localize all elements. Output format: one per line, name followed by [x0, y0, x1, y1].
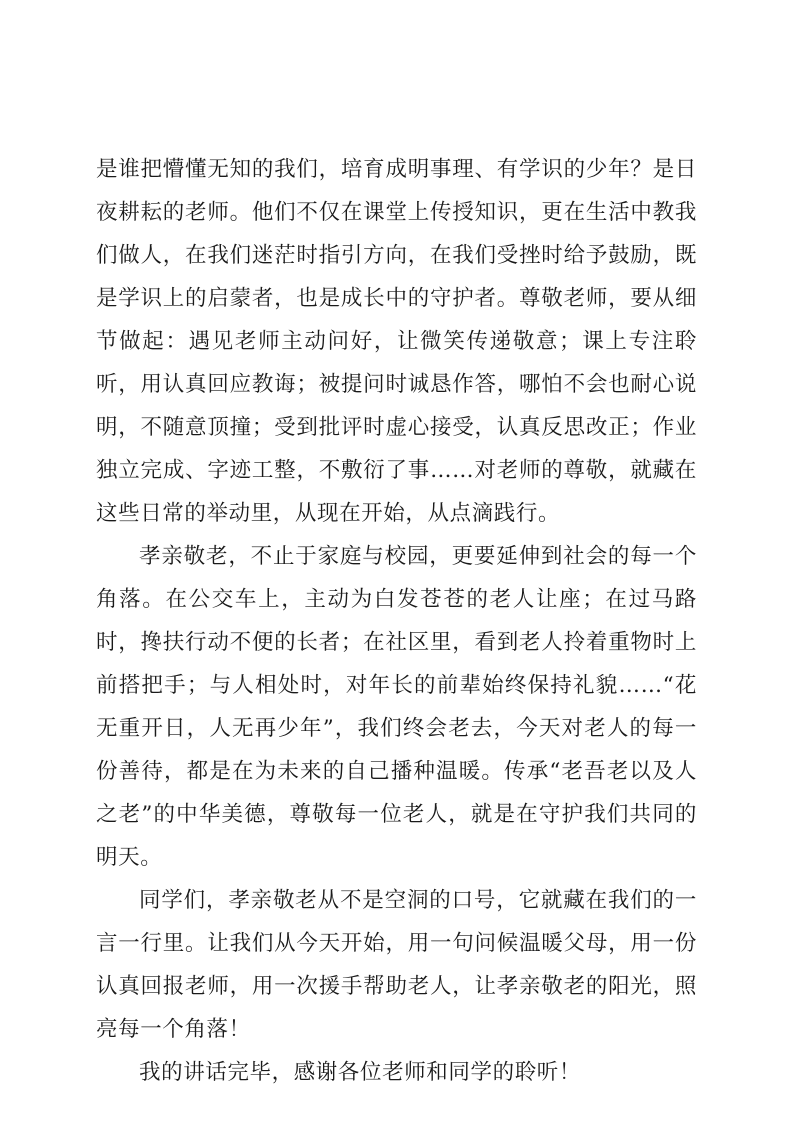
paragraph-3: 同学们，孝亲敬老从不是空洞的口号，它就藏在我们的一言一行里。让我们从今天开始，用一句问候温暖父母，用一份认真回报老师，用一次援手帮助老人，让孝亲敬老的阳光，照亮每一个角落！	[96, 888, 697, 1042]
paragraph-2: 孝亲敬老，不止于家庭与校园，更要延伸到社会的每一个角落。在公交车上，主动为白发苍苍的老人让座；在过马路时，搀扶行动不便的长者；在社区里，看到老人拎着重物时上前搭把手；与人相处时，对年长的前辈始终保持礼貌……“花无重开日，人无再少年”，我们终会老去，今天对老人的每一份善待，都是在为未来的自己播种温暖。传承“老吾老以及人之老”的中华美德，尊敬每一位老人，就是在守护我们共同的明天。	[96, 544, 697, 870]
document-body	[96, 148, 697, 1094]
paragraph-1: 是谁把懵懂无知的我们，培育成明事理、有学识的少年？是日夜耕耘的老师。他们不仅在课堂上传授知识，更在生活中教我们做人，在我们迷茫时指引方向，在我们受挫时给予鼓励，既是学识上的启蒙者，也是成长中的守护者。尊敬老师，要从细节做起：遇见老师主动问好，让微笑传递敬意；课上专注聆听，用认真回应教诲；被提问时诚恳作答，哪怕不会也耐心说明，不随意顶撞；受到批评时虚心接受，认真反思改正；作业独立完成、字迹工整，不敷衍了事……对老师的尊敬，就藏在这些日常的举动里，从现在开始，从点滴践行。	[96, 157, 697, 526]
paragraph-4: 我的讲话完毕，感谢各位老师和同学的聆听！	[139, 1060, 582, 1085]
